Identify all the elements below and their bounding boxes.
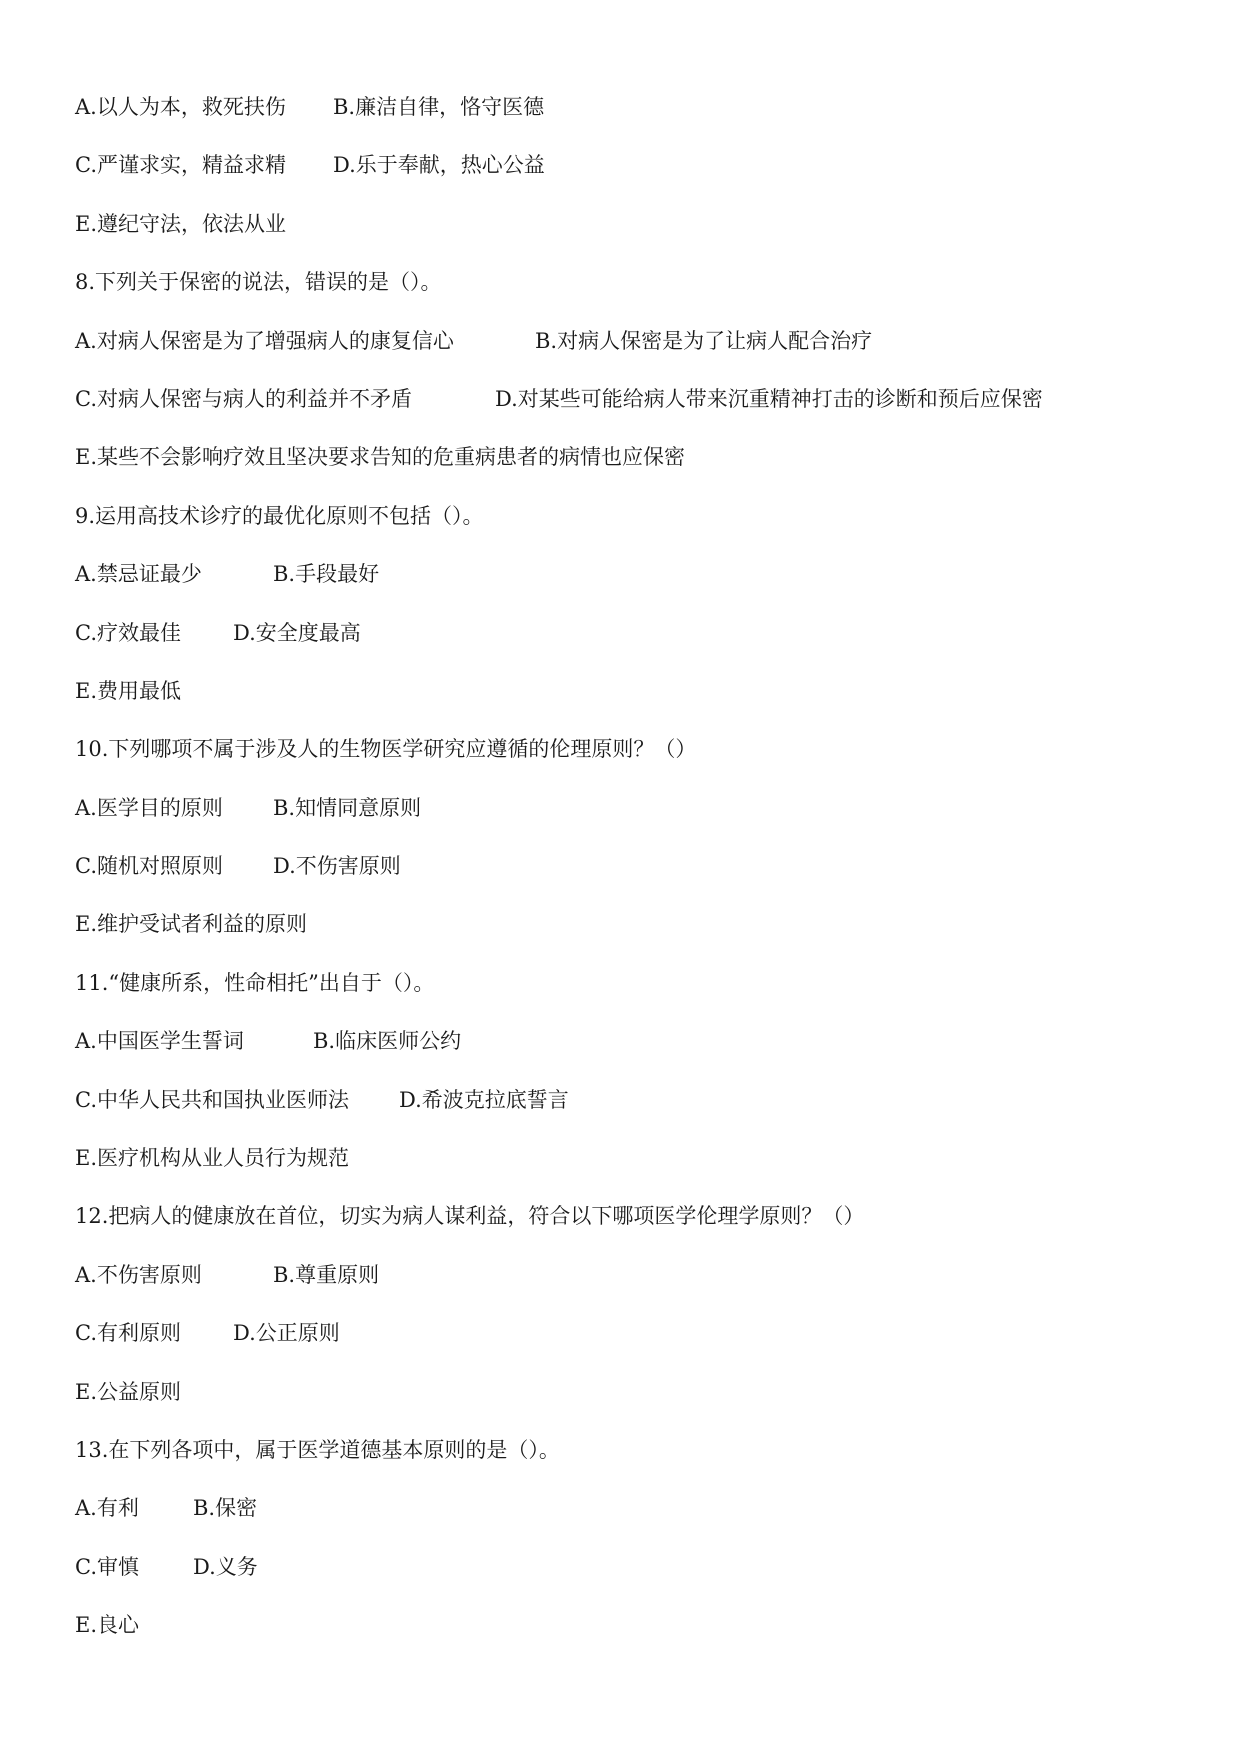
q13-stem: 13.在下列各项中，属于医学道德基本原则的是（）。 [75, 1437, 560, 1462]
q12-option-c: C.有利原则 [75, 1321, 181, 1346]
q8-option-row-cd [75, 384, 1175, 442]
q11-option-row-ab [75, 1026, 1175, 1084]
q8-stem: 8.下列关于保密的说法，错误的是（）。 [75, 270, 442, 295]
q12-option-row-cd [75, 1318, 1175, 1376]
q12-option-b: B.尊重原则 [273, 1262, 380, 1287]
q11-option-a: A.中国医学生誓词 [75, 1029, 244, 1054]
q13-option-row-ab [75, 1493, 1175, 1551]
q8-option-d: D.对某些可能给病人带来沉重精神打击的诊断和预后应保密 [495, 386, 1043, 411]
q10-option-a: A.医学目的原则 [75, 795, 223, 820]
q12-option-e: E.公益原则 [75, 1379, 182, 1404]
q7-option-row-cd [75, 150, 1175, 208]
q10-option-row-cd [75, 851, 1175, 909]
q13-option-row-cd [75, 1552, 1175, 1610]
q7-option-row-ab [75, 92, 1175, 150]
q11-option-c: C.中华人民共和国执业医师法 [75, 1087, 349, 1112]
q13-option-c: C.审慎 [75, 1554, 139, 1579]
q7-option-row-e [75, 209, 1175, 267]
q13-option-row-e [75, 1610, 1175, 1668]
q7-option-c: C.严谨求实，精益求精 [75, 153, 286, 178]
q12-option-d: D.公正原则 [233, 1321, 340, 1346]
q9-option-row-ab [75, 559, 1175, 617]
q12-option-a: A.不伤害原则 [75, 1262, 202, 1287]
q10-option-d: D.不伤害原则 [273, 854, 401, 879]
q8-option-row-e [75, 442, 1175, 500]
q13-option-e: E.良心 [75, 1613, 140, 1638]
q10-option-row-e [75, 909, 1175, 967]
q8-option-row-ab [75, 326, 1175, 384]
q10-stem: 10.下列哪项不属于涉及人的生物医学研究应遵循的伦理原则？（） [75, 737, 697, 762]
q7-option-e: E.遵纪守法，依法从业 [75, 211, 287, 236]
q8-option-e: E.某些不会影响疗效且坚决要求告知的危重病患者的病情也应保密 [75, 445, 686, 470]
q9-option-c: C.疗效最佳 [75, 620, 181, 645]
q9-option-b: B.手段最好 [273, 562, 380, 587]
q9-option-e: E.费用最低 [75, 678, 182, 703]
q11-option-d: D.希波克拉底誓言 [399, 1087, 569, 1112]
q11-option-e: E.医疗机构从业人员行为规范 [75, 1146, 350, 1171]
q10-option-b: B.知情同意原则 [273, 795, 422, 820]
q13-option-a: A.有利 [75, 1496, 139, 1521]
q9-option-row-cd [75, 618, 1175, 676]
q11-stem: 11.“健康所系，性命相托”出自于（）。 [75, 970, 435, 995]
q13-option-b: B.保密 [193, 1496, 258, 1521]
q10-option-row-ab [75, 793, 1175, 851]
q11-option-row-cd [75, 1085, 1175, 1143]
q7-option-b: B.廉洁自律，恪守医德 [333, 95, 545, 119]
q12-option-row-ab [75, 1260, 1175, 1318]
q12-option-row-e [75, 1377, 1175, 1435]
q9-stem: 9.运用高技术诊疗的最优化原则不包括（）。 [75, 503, 484, 528]
q12-stem: 12.把病人的健康放在首位，切实为病人谋利益，符合以下哪项医学伦理学原则？（） [75, 1204, 865, 1229]
q7-option-d: D.乐于奉献，热心公益 [333, 153, 545, 178]
q8-option-a: A.对病人保密是为了增强病人的康复信心 [75, 328, 454, 353]
q8-option-b: B.对病人保密是为了让病人配合治疗 [535, 328, 873, 353]
exam-page [75, 92, 1175, 1669]
q10-option-c: C.随机对照原则 [75, 854, 223, 879]
q7-option-a: A.以人为本，救死扶伤 [75, 95, 286, 119]
q11-option-row-e [75, 1143, 1175, 1201]
q9-option-a: A.禁忌证最少 [75, 562, 202, 587]
q11-option-b: B.临床医师公约 [313, 1029, 462, 1054]
q13-option-d: D.义务 [193, 1554, 258, 1579]
q9-option-d: D.安全度最高 [233, 620, 361, 645]
q8-option-c: C.对病人保密与病人的利益并不矛盾 [75, 386, 412, 411]
q10-option-e: E.维护受试者利益的原则 [75, 912, 308, 937]
q9-option-row-e [75, 676, 1175, 734]
